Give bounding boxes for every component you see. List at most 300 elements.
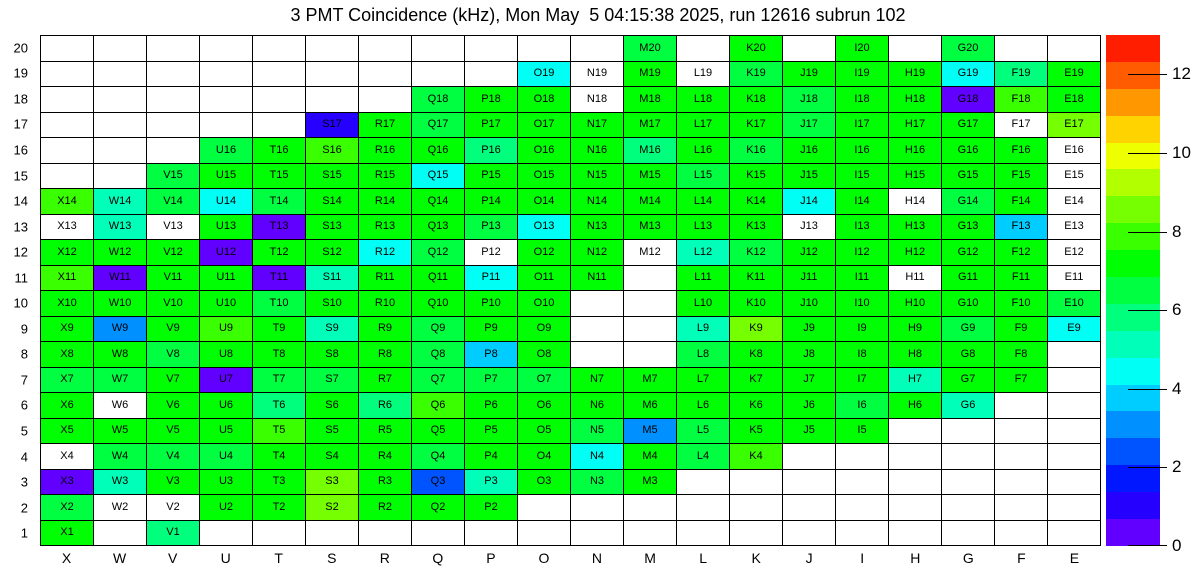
heatmap-cell-N2 <box>571 495 623 520</box>
heatmap-cell-M20: M20 <box>624 36 676 61</box>
heatmap-cell-O15: O15 <box>518 164 570 189</box>
heatmap-cell-K6: K6 <box>730 393 782 418</box>
heatmap-cell-W18 <box>94 87 146 112</box>
heatmap-cell-O20 <box>518 36 570 61</box>
heatmap-cell-O17: O17 <box>518 113 570 138</box>
heatmap-cell-P9: P9 <box>465 317 517 342</box>
heatmap-cell-J6: J6 <box>783 393 835 418</box>
heatmap-cell-P6: P6 <box>465 393 517 418</box>
colorbar-band-13 <box>1106 169 1160 196</box>
y-axis-label-8: 8 <box>20 346 28 362</box>
colorbar-band-16 <box>1106 89 1160 116</box>
heatmap-cell-O6: O6 <box>518 393 570 418</box>
heatmap-cell-V2: V2 <box>147 495 199 520</box>
heatmap-cell-K1 <box>730 521 782 546</box>
heatmap-cell-H3 <box>889 470 941 495</box>
heatmap-cell-G14: G14 <box>942 189 994 214</box>
heatmap-cell-W6: W6 <box>94 393 146 418</box>
heatmap-cell-K10: K10 <box>730 291 782 316</box>
heatmap-cell-P12: P12 <box>465 240 517 265</box>
heatmap-cell-N19: N19 <box>571 62 623 87</box>
heatmap-cell-K20: K20 <box>730 36 782 61</box>
heatmap-cell-N1 <box>571 521 623 546</box>
y-axis-label-15: 15 <box>13 168 28 184</box>
heatmap-cell-G20: G20 <box>942 36 994 61</box>
heatmap-cell-M7: M7 <box>624 368 676 393</box>
heatmap-cell-G10: G10 <box>942 291 994 316</box>
heatmap-cell-O7: O7 <box>518 368 570 393</box>
heatmap-cell-N18: N18 <box>571 87 623 112</box>
heatmap-cell-T12: T12 <box>253 240 305 265</box>
heatmap-cell-Q14: Q14 <box>412 189 464 214</box>
heatmap-cell-L19: L19 <box>677 62 729 87</box>
heatmap-cell-R17: R17 <box>359 113 411 138</box>
heatmap-cell-T18 <box>253 87 305 112</box>
heatmap-cell-Q11: Q11 <box>412 266 464 291</box>
heatmap-cell-Q1 <box>412 521 464 546</box>
heatmap-cell-X5: X5 <box>41 419 93 444</box>
x-axis-label-N: N <box>591 550 603 566</box>
x-axis-label-E: E <box>1069 550 1080 566</box>
colorbar-tick-label-2: 2 <box>1172 457 1182 477</box>
heatmap-cell-E13: E13 <box>1048 215 1100 240</box>
heatmap-cell-F19: F19 <box>995 62 1047 87</box>
heatmap-cell-K9: K9 <box>730 317 782 342</box>
heatmap-cell-F9: F9 <box>995 317 1047 342</box>
x-axis-label-K: K <box>751 550 761 566</box>
heatmap-cell-X4: X4 <box>41 444 93 469</box>
heatmap-cell-M12: M12 <box>624 240 676 265</box>
heatmap-cell-H12: H12 <box>889 240 941 265</box>
y-axis-label-14: 14 <box>13 193 28 209</box>
heatmap-cell-I14: I14 <box>836 189 888 214</box>
y-axis-label-7: 7 <box>20 372 28 388</box>
x-axis-label-P: P <box>486 550 496 566</box>
heatmap-cell-O5: O5 <box>518 419 570 444</box>
heatmap-cell-W5: W5 <box>94 419 146 444</box>
heatmap-cell-F17: F17 <box>995 113 1047 138</box>
heatmap-cell-N9 <box>571 317 623 342</box>
heatmap-cell-V7: V7 <box>147 368 199 393</box>
heatmap-cell-N6: N6 <box>571 393 623 418</box>
heatmap-cell-R1 <box>359 521 411 546</box>
heatmap-cell-M9 <box>624 317 676 342</box>
heatmap-cell-T19 <box>253 62 305 87</box>
heatmap-cell-G16: G16 <box>942 138 994 163</box>
heatmap-cell-I9: I9 <box>836 317 888 342</box>
heatmap-cell-Q4: Q4 <box>412 444 464 469</box>
heatmap-cell-H5 <box>889 419 941 444</box>
heatmap-cell-T1 <box>253 521 305 546</box>
heatmap-cell-E1 <box>1048 521 1100 546</box>
heatmap-cell-W11: W11 <box>94 266 146 291</box>
heatmap-cell-U18 <box>200 87 252 112</box>
heatmap-cell-G1 <box>942 521 994 546</box>
heatmap-cell-K8: K8 <box>730 342 782 367</box>
heatmap-cell-S20 <box>306 36 358 61</box>
heatmap-cell-Q13: Q13 <box>412 215 464 240</box>
heatmap-cell-G19: G19 <box>942 62 994 87</box>
heatmap-cell-O14: O14 <box>518 189 570 214</box>
heatmap-cell-I13: I13 <box>836 215 888 240</box>
heatmap-cell-I19: I19 <box>836 62 888 87</box>
heatmap-cell-J17: J17 <box>783 113 835 138</box>
heatmap-cell-T9: T9 <box>253 317 305 342</box>
y-axis-label-20: 20 <box>13 40 28 56</box>
heatmap-cell-I7: I7 <box>836 368 888 393</box>
heatmap-cell-S12: S12 <box>306 240 358 265</box>
heatmap-cell-V11: V11 <box>147 266 199 291</box>
heatmap-cell-J12: J12 <box>783 240 835 265</box>
heatmap-cell-N11: N11 <box>571 266 623 291</box>
heatmap-cell-O11: O11 <box>518 266 570 291</box>
x-axis-label-G: G <box>962 550 974 566</box>
heatmap-cell-W7: W7 <box>94 368 146 393</box>
heatmap-cell-R4: R4 <box>359 444 411 469</box>
heatmap-cell-N13: N13 <box>571 215 623 240</box>
y-axis-label-5: 5 <box>20 423 28 439</box>
heatmap-cell-E9: E9 <box>1048 317 1100 342</box>
heatmap-cell-J11: J11 <box>783 266 835 291</box>
heatmap-cell-U1 <box>200 521 252 546</box>
heatmap-cell-I12: I12 <box>836 240 888 265</box>
heatmap-cell-M1 <box>624 521 676 546</box>
heatmap-cell-J9: J9 <box>783 317 835 342</box>
colorbar-band-14 <box>1106 143 1160 170</box>
heatmap-cell-L14: L14 <box>677 189 729 214</box>
heatmap-cell-U17 <box>200 113 252 138</box>
heatmap-cell-Q5: Q5 <box>412 419 464 444</box>
heatmap-cell-W12: W12 <box>94 240 146 265</box>
heatmap-cell-E18: E18 <box>1048 87 1100 112</box>
heatmap-cell-V9: V9 <box>147 317 199 342</box>
heatmap-cell-M15: M15 <box>624 164 676 189</box>
heatmap-cell-G11: G11 <box>942 266 994 291</box>
heatmap-cell-X6: X6 <box>41 393 93 418</box>
heatmap-cell-L13: L13 <box>677 215 729 240</box>
heatmap-cell-H9: H9 <box>889 317 941 342</box>
heatmap-cell-H20 <box>889 36 941 61</box>
heatmap-cell-M18: M18 <box>624 87 676 112</box>
heatmap-cell-K4: K4 <box>730 444 782 469</box>
heatmap-cell-E2 <box>1048 495 1100 520</box>
heatmap-cell-I5: I5 <box>836 419 888 444</box>
heatmap-cell-L3 <box>677 470 729 495</box>
heatmap-cell-G9: G9 <box>942 317 994 342</box>
y-axis-label-9: 9 <box>20 321 28 337</box>
heatmap-cell-U19 <box>200 62 252 87</box>
heatmap-cell-M5: M5 <box>624 419 676 444</box>
heatmap-cell-V3: V3 <box>147 470 199 495</box>
heatmap-cell-S9: S9 <box>306 317 358 342</box>
heatmap-cell-I17: I17 <box>836 113 888 138</box>
heatmap-cell-G15: G15 <box>942 164 994 189</box>
heatmap-cell-R14: R14 <box>359 189 411 214</box>
heatmap-cell-R13: R13 <box>359 215 411 240</box>
heatmap-cell-E3 <box>1048 470 1100 495</box>
heatmap-cell-F18: F18 <box>995 87 1047 112</box>
heatmap-cell-U15: U15 <box>200 164 252 189</box>
heatmap-cell-I15: I15 <box>836 164 888 189</box>
heatmap-cell-S4: S4 <box>306 444 358 469</box>
heatmap-cell-E6 <box>1048 393 1100 418</box>
heatmap-cell-J15: J15 <box>783 164 835 189</box>
heatmap-cell-H2 <box>889 495 941 520</box>
heatmap-cell-R11: R11 <box>359 266 411 291</box>
x-axis-label-W: W <box>112 550 127 566</box>
heatmap-cell-S19 <box>306 62 358 87</box>
heatmap-cell-F11: F11 <box>995 266 1047 291</box>
heatmap-cell-O12: O12 <box>518 240 570 265</box>
heatmap-cell-R7: R7 <box>359 368 411 393</box>
heatmap-cell-H6: H6 <box>889 393 941 418</box>
colorbar-band-15 <box>1106 116 1160 143</box>
heatmap-cell-N15: N15 <box>571 164 623 189</box>
heatmap-cell-U11: U11 <box>200 266 252 291</box>
heatmap-cell-P15: P15 <box>465 164 517 189</box>
heatmap-cell-X9: X9 <box>41 317 93 342</box>
heatmap-cell-O1 <box>518 521 570 546</box>
heatmap-cell-E15: E15 <box>1048 164 1100 189</box>
heatmap-cell-E4 <box>1048 444 1100 469</box>
heatmap-cell-R6: R6 <box>359 393 411 418</box>
heatmap-cell-J18: J18 <box>783 87 835 112</box>
colorbar <box>1106 35 1160 546</box>
y-axis-label-11: 11 <box>14 270 28 286</box>
heatmap-cell-J5: J5 <box>783 419 835 444</box>
heatmap-cell-U14: U14 <box>200 189 252 214</box>
heatmap-cell-P16: P16 <box>465 138 517 163</box>
y-axis-label-17: 17 <box>13 116 28 132</box>
heatmap-cell-L12: L12 <box>677 240 729 265</box>
heatmap-cell-V8: V8 <box>147 342 199 367</box>
heatmap-cell-K7: K7 <box>730 368 782 393</box>
heatmap-cell-F15: F15 <box>995 164 1047 189</box>
heatmap-cell-I20: I20 <box>836 36 888 61</box>
heatmap-cell-K18: K18 <box>730 87 782 112</box>
x-axis-label-I: I <box>860 550 865 566</box>
colorbar-band-11 <box>1106 223 1160 250</box>
heatmap-cell-V16 <box>147 138 199 163</box>
heatmap-cell-J2 <box>783 495 835 520</box>
x-axis-label-Q: Q <box>432 550 444 566</box>
heatmap-cell-J8: J8 <box>783 342 835 367</box>
heatmap-cell-H13: H13 <box>889 215 941 240</box>
heatmap-cell-M14: M14 <box>624 189 676 214</box>
heatmap-cell-Q20 <box>412 36 464 61</box>
heatmap-cell-V15: V15 <box>147 164 199 189</box>
heatmap-cell-Q19 <box>412 62 464 87</box>
heatmap-cell-X1: X1 <box>41 521 93 546</box>
heatmap-cell-G7: G7 <box>942 368 994 393</box>
heatmap-cell-K14: K14 <box>730 189 782 214</box>
y-axis-label-6: 6 <box>20 397 28 413</box>
heatmap-cell-I10: I10 <box>836 291 888 316</box>
heatmap-cell-G17: G17 <box>942 113 994 138</box>
heatmap-cell-I11: I11 <box>836 266 888 291</box>
heatmap-cell-I1 <box>836 521 888 546</box>
heatmap-cell-O8: O8 <box>518 342 570 367</box>
heatmap-cell-N12: N12 <box>571 240 623 265</box>
heatmap-cell-H11: H11 <box>889 266 941 291</box>
x-axis-label-F: F <box>1017 550 1026 566</box>
heatmap-cell-X17 <box>41 113 93 138</box>
heatmap-cell-W14: W14 <box>94 189 146 214</box>
heatmap-cell-K11: K11 <box>730 266 782 291</box>
heatmap-cell-Q2: Q2 <box>412 495 464 520</box>
heatmap-cell-F4 <box>995 444 1047 469</box>
heatmap-cell-U8: U8 <box>200 342 252 367</box>
x-axis-label-J: J <box>805 550 813 566</box>
heatmap-cell-X11: X11 <box>41 266 93 291</box>
heatmap-cell-T13: T13 <box>253 215 305 240</box>
heatmap-cell-S14: S14 <box>306 189 358 214</box>
heatmap-cell-T2: T2 <box>253 495 305 520</box>
heatmap-cell-N16: N16 <box>571 138 623 163</box>
heatmap-cell-N17: N17 <box>571 113 623 138</box>
heatmap-cell-T11: T11 <box>253 266 305 291</box>
heatmap-cell-Q16: Q16 <box>412 138 464 163</box>
heatmap-cell-Q9: Q9 <box>412 317 464 342</box>
heatmap-cell-L20 <box>677 36 729 61</box>
colorbar-tick-label-8: 8 <box>1172 221 1182 241</box>
colorbar-band-17 <box>1106 62 1160 89</box>
heatmap-cell-T7: T7 <box>253 368 305 393</box>
x-axis-label-R: R <box>379 550 390 566</box>
y-axis-label-1: 1 <box>20 525 28 541</box>
heatmap-cell-L5: L5 <box>677 419 729 444</box>
heatmap-cell-H16: H16 <box>889 138 941 163</box>
heatmap-cell-R19 <box>359 62 411 87</box>
heatmap-cell-H19: H19 <box>889 62 941 87</box>
heatmap-cell-S18 <box>306 87 358 112</box>
heatmap-cell-J19: J19 <box>783 62 835 87</box>
heatmap-cell-Q12: Q12 <box>412 240 464 265</box>
colorbar-band-5 <box>1106 385 1160 412</box>
heatmap-cell-R20 <box>359 36 411 61</box>
heatmap-cell-M8 <box>624 342 676 367</box>
heatmap-cell-S10: S10 <box>306 291 358 316</box>
heatmap-cell-N10 <box>571 291 623 316</box>
heatmap-cell-G8: G8 <box>942 342 994 367</box>
heatmap-cell-F20 <box>995 36 1047 61</box>
colorbar-band-1 <box>1106 492 1160 519</box>
heatmap-cell-J14: J14 <box>783 189 835 214</box>
heatmap-cell-I8: I8 <box>836 342 888 367</box>
heatmap-cell-F3 <box>995 470 1047 495</box>
heatmap-cell-F5 <box>995 419 1047 444</box>
heatmap-cell-O16: O16 <box>518 138 570 163</box>
heatmap-cell-U13: U13 <box>200 215 252 240</box>
heatmap-cell-V12: V12 <box>147 240 199 265</box>
heatmap-cell-F14: F14 <box>995 189 1047 214</box>
heatmap-cell-X14: X14 <box>41 189 93 214</box>
heatmap-cell-M13: M13 <box>624 215 676 240</box>
heatmap-cell-U10: U10 <box>200 291 252 316</box>
x-axis-label-L: L <box>699 550 707 566</box>
heatmap-cell-S11: S11 <box>306 266 358 291</box>
heatmap-cell-I2 <box>836 495 888 520</box>
heatmap-cell-T5: T5 <box>253 419 305 444</box>
heatmap-cell-G18: G18 <box>942 87 994 112</box>
heatmap-cell-T6: T6 <box>253 393 305 418</box>
heatmap-cell-R9: R9 <box>359 317 411 342</box>
heatmap-cell-P8: P8 <box>465 342 517 367</box>
colorbar-tick-label-4: 4 <box>1172 378 1182 398</box>
heatmap-cell-Q3: Q3 <box>412 470 464 495</box>
heatmap-cell-M4: M4 <box>624 444 676 469</box>
heatmap-cell-F1 <box>995 521 1047 546</box>
heatmap-cell-S2: S2 <box>306 495 358 520</box>
heatmap-cell-P1 <box>465 521 517 546</box>
heatmap-cell-T4: T4 <box>253 444 305 469</box>
heatmap-cell-X10: X10 <box>41 291 93 316</box>
heatmap-cell-Q18: Q18 <box>412 87 464 112</box>
heatmap-cell-F12: F12 <box>995 240 1047 265</box>
heatmap-cell-T14: T14 <box>253 189 305 214</box>
x-axis-column-labels <box>40 550 1101 568</box>
heatmap-cell-V20 <box>147 36 199 61</box>
heatmap-cell-N5: N5 <box>571 419 623 444</box>
heatmap-cell-H18: H18 <box>889 87 941 112</box>
heatmap-cell-Q15: Q15 <box>412 164 464 189</box>
heatmap-cell-S17: S17 <box>306 113 358 138</box>
heatmap-cell-S13: S13 <box>306 215 358 240</box>
heatmap-cell-W2: W2 <box>94 495 146 520</box>
heatmap-cell-S3: S3 <box>306 470 358 495</box>
colorbar-band-4 <box>1106 411 1160 438</box>
heatmap-cell-J16: J16 <box>783 138 835 163</box>
x-axis-label-X: X <box>61 550 72 566</box>
heatmap-cell-M3: M3 <box>624 470 676 495</box>
heatmap-cell-I18: I18 <box>836 87 888 112</box>
heatmap-cell-T20 <box>253 36 305 61</box>
y-axis-label-4: 4 <box>20 449 28 465</box>
heatmap-cell-P7: P7 <box>465 368 517 393</box>
x-axis-label-M: M <box>644 550 656 566</box>
heatmap-cell-W9: W9 <box>94 317 146 342</box>
heatmap-cell-X13: X13 <box>41 215 93 240</box>
heatmap-cell-K13: K13 <box>730 215 782 240</box>
heatmap-cell-G13: G13 <box>942 215 994 240</box>
heatmap-cell-U20 <box>200 36 252 61</box>
heatmap-cell-Q6: Q6 <box>412 393 464 418</box>
heatmap-cell-O2 <box>518 495 570 520</box>
heatmap-cell-F10: F10 <box>995 291 1047 316</box>
heatmap-cell-V19 <box>147 62 199 87</box>
heatmap-cell-R10: R10 <box>359 291 411 316</box>
heatmap-grid <box>40 35 1101 546</box>
heatmap-cell-P10: P10 <box>465 291 517 316</box>
heatmap-cell-J13: J13 <box>783 215 835 240</box>
colorbar-tick-label-6: 6 <box>1172 300 1182 320</box>
heatmap-cell-X3: X3 <box>41 470 93 495</box>
heatmap-cell-P14: P14 <box>465 189 517 214</box>
heatmap-cell-U12: U12 <box>200 240 252 265</box>
heatmap-cell-F13: F13 <box>995 215 1047 240</box>
heatmap-cell-E8 <box>1048 342 1100 367</box>
heatmap-cell-T16: T16 <box>253 138 305 163</box>
heatmap-cell-U2: U2 <box>200 495 252 520</box>
heatmap-cell-V17 <box>147 113 199 138</box>
heatmap-cell-M6: M6 <box>624 393 676 418</box>
heatmap-cell-F6 <box>995 393 1047 418</box>
y-axis-label-3: 3 <box>20 474 28 490</box>
heatmap-cell-M10 <box>624 291 676 316</box>
colorbar-band-8 <box>1106 304 1160 331</box>
heatmap-cell-T10: T10 <box>253 291 305 316</box>
heatmap-cell-S16: S16 <box>306 138 358 163</box>
